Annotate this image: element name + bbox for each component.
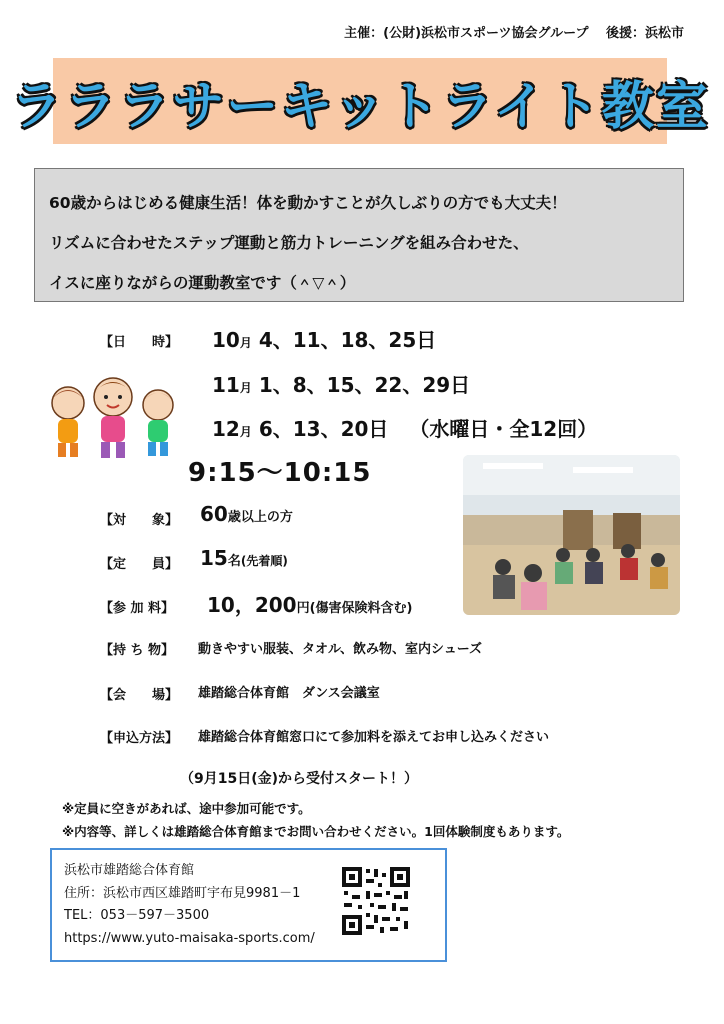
note-2: ※内容等、詳しくは雄踏総合体育館までお問い合わせください。1回体験制度もあります。 [62, 824, 570, 839]
children-illustration-icon [38, 365, 188, 465]
capacity-value [200, 546, 288, 570]
items-label: 【持 ち 物】 [100, 643, 175, 658]
oct-month: 10 [212, 328, 240, 352]
venue-text: 雄踏総合体育館 ダンス会議室 [198, 686, 380, 701]
schedule-dec [212, 413, 597, 442]
schedule-nov [212, 369, 470, 398]
schedule-time: 9:15～10:15 [188, 458, 372, 488]
qr-code-icon[interactable] [340, 865, 412, 937]
start-text: （9月15日(金)から受付スタート！） [180, 771, 419, 787]
intro-line-2: リズムに合わせたステップ運動と筋力トレーニングを組み合わせた、 [49, 234, 529, 252]
contact-tel: TEL：053－597－3500 [64, 908, 210, 923]
sponsor-line: 主催：(公財)浜松市スポーツ協会グループ 後援：浜松市 [344, 26, 684, 41]
note-1: ※定員に空きがあれば、途中参加可能です。 [62, 801, 311, 816]
page-title: ラララサーキットライト教室 [10, 76, 710, 137]
fee-note: (傷害保険料含む) [309, 601, 413, 616]
target-value [200, 502, 293, 526]
fee-value [207, 589, 413, 618]
month-suffix: 月 [239, 336, 252, 350]
nov-month: 11 [212, 373, 240, 397]
intro-line-1: 60歳からはじめる健康生活！体を動かすことが久しぶりの方でも大丈夫！ [49, 194, 567, 212]
target-label: 【対 象】 [100, 513, 179, 528]
intro-line-3: イスに座りながらの運動教室です（＾▽＾） [49, 274, 356, 292]
schedule-note: （水曜日・全12回） [409, 417, 598, 441]
dec-days: 6、13、20日 [258, 417, 389, 441]
contact-name: 浜松市雄踏総合体育館 [64, 863, 195, 878]
capacity-note: (先着順) [240, 554, 288, 568]
capacity-text: 名 [227, 554, 241, 569]
month-suffix: 月 [239, 381, 252, 395]
fee-label: 【参 加 料】 [100, 601, 175, 616]
target-text: 歳以上の方 [227, 510, 293, 525]
venue-label: 【会 場】 [100, 688, 179, 703]
schedule-oct [212, 324, 436, 353]
class-photo [463, 455, 680, 615]
schedule-label: 【日 時】 [100, 335, 179, 350]
capacity-num: 15 [200, 546, 228, 570]
apply-text: 雄踏総合体育館窓口にて参加料を添えてお申し込みください [198, 730, 550, 745]
capacity-label: 【定 員】 [100, 557, 179, 572]
fee-num: 10，200 [207, 593, 297, 617]
items-text: 動きやすい服装、タオル、飲み物、室内シューズ [198, 642, 483, 657]
apply-label: 【申込方法】 [100, 731, 179, 746]
contact-url[interactable]: https://www.yuto-maisaka-sports.com/ [64, 930, 315, 946]
intro-box [34, 168, 684, 302]
target-num: 60 [200, 502, 228, 526]
fee-text: 円 [296, 601, 310, 616]
dec-month: 12 [212, 417, 240, 441]
nov-days: 1、8、15、22、29日 [258, 373, 471, 397]
month-suffix: 月 [239, 425, 252, 439]
oct-days: 4、11、18、25日 [258, 328, 437, 352]
contact-address: 住所：浜松市西区雄踏町宇布見9981－1 [64, 885, 301, 901]
